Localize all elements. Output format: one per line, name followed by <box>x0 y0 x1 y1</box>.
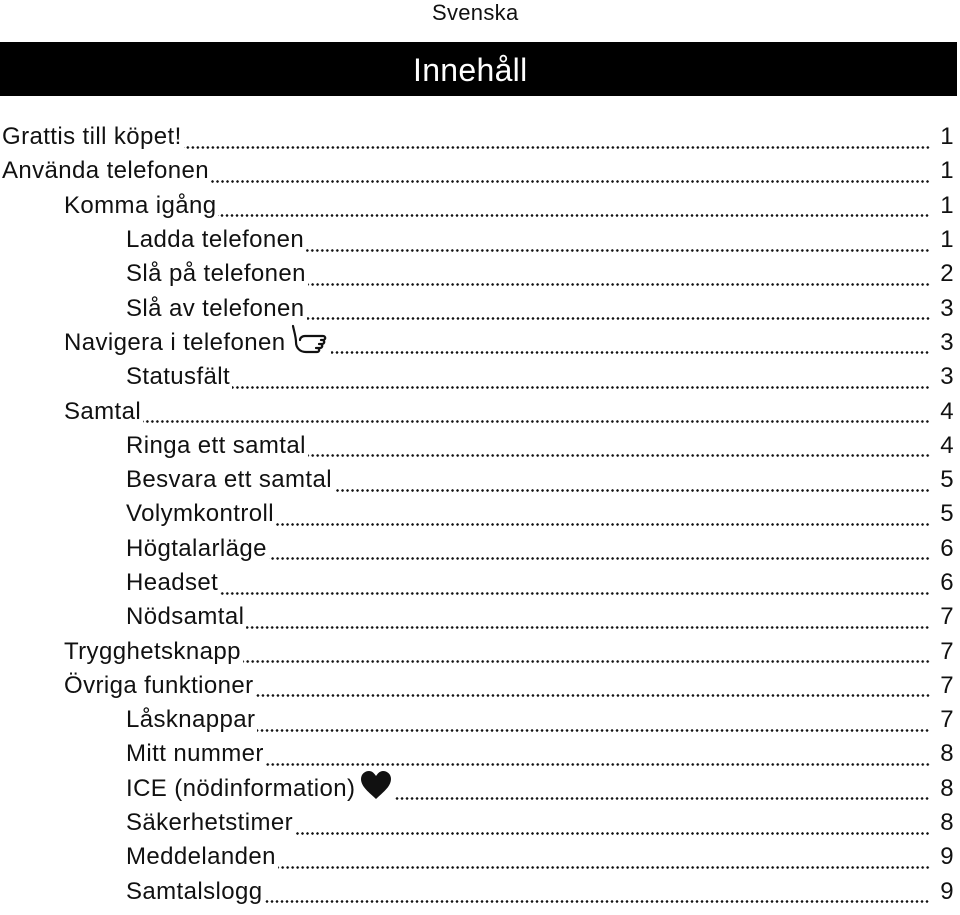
dot-leader <box>334 489 930 492</box>
language-label: Svenska <box>432 0 519 25</box>
toc-entry <box>0 189 960 223</box>
toc-entry-label: Statusfält <box>126 363 231 391</box>
toc-entry-page-number: 7 <box>940 637 954 665</box>
toc-entry <box>0 600 960 634</box>
toc-entry <box>0 772 960 806</box>
dot-leader <box>232 386 930 389</box>
title-bar <box>0 42 957 96</box>
toc-entry-label: Samtalslogg <box>126 877 263 905</box>
toc-entry-label: Meddelanden <box>126 843 276 871</box>
toc-entry <box>0 634 960 668</box>
toc-entry <box>0 154 960 188</box>
toc-entry <box>0 360 960 394</box>
toc-entry-label: Navigera i telefonen <box>64 328 286 356</box>
toc-entry-page-number: 5 <box>940 466 954 494</box>
dot-leader <box>184 146 930 149</box>
toc-entry <box>0 532 960 566</box>
toc-entry-page-number: 9 <box>940 843 954 871</box>
dot-leader <box>295 832 930 835</box>
toc-entry-label: Slå på telefonen <box>126 260 306 288</box>
dot-leader <box>243 660 930 663</box>
toc-entry-page-number: 4 <box>940 397 954 425</box>
dot-leader <box>307 317 930 320</box>
toc-entry-page-number: 3 <box>940 294 954 322</box>
toc-entry-page-number: 1 <box>940 123 954 151</box>
toc-entry <box>0 737 960 771</box>
toc-entry <box>0 394 960 428</box>
heart-icon <box>359 770 393 807</box>
toc-entry-label: Volymkontroll <box>126 500 274 528</box>
toc-entry <box>0 566 960 600</box>
toc-entry <box>0 223 960 257</box>
toc-entry <box>0 463 960 497</box>
toc-entry <box>0 257 960 291</box>
dot-leader <box>306 249 930 252</box>
toc-entry-page-number: 1 <box>940 226 954 254</box>
toc-entry-page-number: 7 <box>940 671 954 699</box>
toc-entry-page-number: 8 <box>940 774 954 802</box>
dot-leader <box>395 797 930 800</box>
toc-entry-label: Mitt nummer <box>126 740 264 768</box>
toc-entry-page-number: 8 <box>940 809 954 837</box>
dot-leader <box>276 523 930 526</box>
toc-entry-label: Slå av telefonen <box>126 294 305 322</box>
toc-entry-page-number: 5 <box>940 500 954 528</box>
dot-leader <box>331 351 930 354</box>
dot-leader <box>143 420 930 423</box>
toc-entry-label: Övriga funktioner <box>64 671 254 699</box>
toc-entry-page-number: 8 <box>940 740 954 768</box>
toc-entry-label: Grattis till köpet! <box>2 123 182 151</box>
toc-entry-page-number: 1 <box>940 157 954 185</box>
toc-entry <box>0 703 960 737</box>
toc-entry-label: Säkerhetstimer <box>126 809 293 837</box>
toc-entry-label: Nödsamtal <box>126 603 245 631</box>
dot-leader <box>264 900 930 903</box>
dot-leader <box>246 626 930 629</box>
toc-entry <box>0 669 960 703</box>
toc-entry-page-number: 9 <box>940 877 954 905</box>
toc-entry <box>0 875 960 909</box>
toc-entry-label: Komma igång <box>64 191 217 219</box>
dot-leader <box>266 763 930 766</box>
toc-entry <box>0 326 960 360</box>
toc-entry-label: Trygghetsknapp <box>64 637 241 665</box>
toc-entry-label: Låsknappar <box>126 706 256 734</box>
toc-entry <box>0 429 960 463</box>
toc-entry-page-number: 3 <box>940 363 954 391</box>
dot-leader <box>211 180 930 183</box>
dot-leader <box>308 283 930 286</box>
table-of-contents <box>0 120 960 909</box>
toc-entry-label: Använda telefonen <box>2 157 209 185</box>
dot-leader <box>278 866 930 869</box>
dot-leader <box>256 694 930 697</box>
toc-entry-label: Ringa ett samtal <box>126 431 306 459</box>
dot-leader <box>220 592 930 595</box>
dot-leader <box>257 729 930 732</box>
toc-entry-label: ICE (nödinformation) <box>126 774 356 802</box>
dot-leader <box>218 214 930 217</box>
dot-leader <box>269 557 930 560</box>
pointing-hand-icon <box>289 323 329 362</box>
toc-entry-page-number: 7 <box>940 706 954 734</box>
toc-entry-label: Samtal <box>64 397 142 425</box>
dot-leader <box>308 454 930 457</box>
toc-entry-page-number: 4 <box>940 431 954 459</box>
page-title: Innehåll <box>413 52 528 88</box>
toc-entry-label: Besvara ett samtal <box>126 466 332 494</box>
toc-entry-label: Ladda telefonen <box>126 226 305 254</box>
toc-entry-page-number: 1 <box>940 191 954 219</box>
toc-entry-page-number: 7 <box>940 603 954 631</box>
toc-entry-page-number: 6 <box>940 569 954 596</box>
toc-entry-page-number: 6 <box>940 534 954 562</box>
toc-entry-label: Headset <box>126 569 219 596</box>
toc-entry-page-number: 3 <box>940 328 954 356</box>
toc-entry <box>0 806 960 840</box>
toc-entry <box>0 291 960 325</box>
toc-entry-page-number: 2 <box>940 260 954 288</box>
toc-entry <box>0 120 960 154</box>
toc-entry <box>0 840 960 874</box>
toc-entry-label: Högtalarläge <box>126 534 267 562</box>
toc-entry <box>0 497 960 531</box>
